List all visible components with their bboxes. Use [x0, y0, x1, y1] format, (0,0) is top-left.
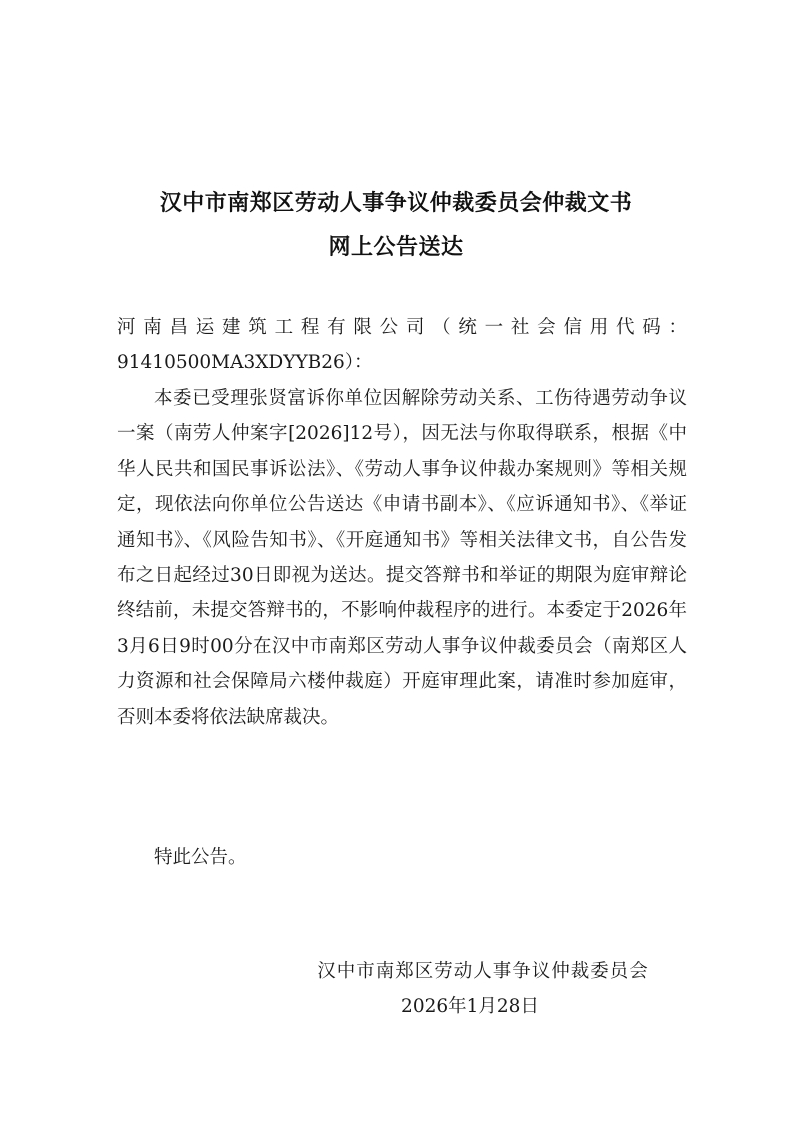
closing-remark: 特此公告。	[154, 847, 247, 868]
signature-date: 2026年1月28日	[401, 996, 539, 1017]
addressee: 河南昌运建筑工程有限公司（统一社会信用代码：91410500MA3XDYYB26）：	[117, 317, 687, 374]
notice-body: 本委已受理张贤富诉你单位因解除劳动关系、工伤待遇劳动争议一案（南劳人仲案字[2026]12号），因无法与你取得联系，根据《中华人民共和国民事诉讼法》、《劳动人事争议仲裁办案规则》等相关规定，现依法向你单位公告送达《申请书副本》、《应诉通知书》、《举证通知书》、《风险告知书》、《开庭通知书》等相关法律文书，自公告发布之日起经过30日即视为送达。提交答辩书和举证的期限为庭审辩论终结前，未提交答辩书的，不影响仲裁程序的进行。本委定于2026年3月6日9时00分在汉中市南郑区劳动人事争议仲裁委员会（南郑区人力资源和社会保障局六楼仲裁庭）开庭审理此案，请准时参加庭审，否则本委将依法缺席裁决。	[117, 388, 687, 728]
signature-organization: 汉中市南郑区劳动人事争议仲裁委员会	[317, 961, 649, 982]
document-title: 汉中市南郑区劳动人事争议仲裁委员会仲裁文书	[159, 191, 633, 216]
document-subtitle: 网上公告送达	[328, 235, 464, 260]
